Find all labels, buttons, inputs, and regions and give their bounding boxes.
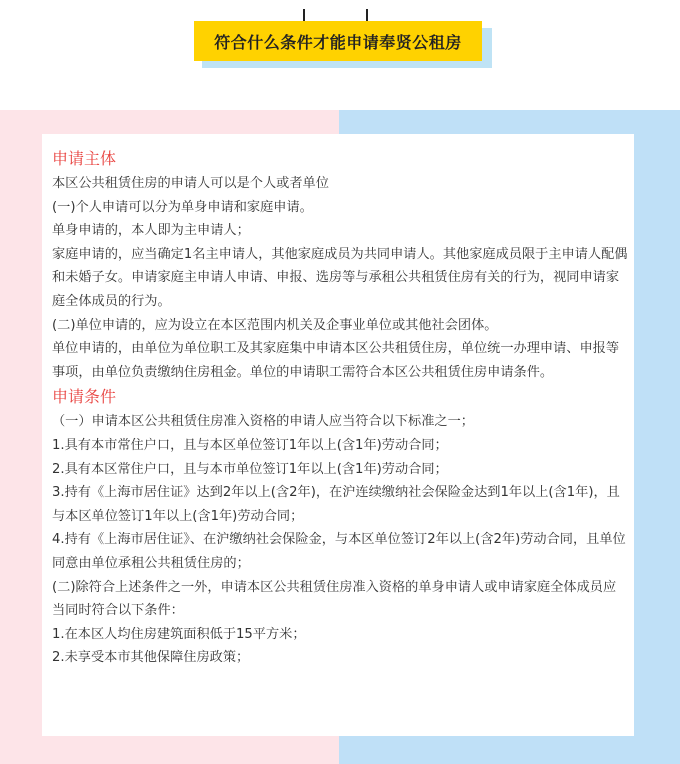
header-area bbox=[0, 0, 680, 110]
section-title-applicant: 申请主体 bbox=[52, 149, 117, 168]
paragraph: (一)个人申请可以分为单身申请和家庭申请。 bbox=[52, 199, 313, 215]
paragraph: 2.未享受本市其他保障住房政策； bbox=[52, 650, 250, 666]
paragraph: 家庭申请的，应当确定1名主申请人，其他家庭成员为共同申请人。其他家庭成员限于主申请人配偶和未婚子女。申请家庭主申请人申请、申报、选房等与承租公共租赁住房有关的行为，视同申请家庭全体成员的行为。 bbox=[52, 246, 628, 309]
content-card bbox=[42, 134, 634, 736]
paragraph: 本区公共租赁住房的申请人可以是个人或者单位 bbox=[52, 176, 329, 191]
paragraph: （一）申请本区公共租赁住房准入资格的申请人应当符合以下标准之一； bbox=[52, 414, 474, 430]
paragraph: (二)除符合上述条件之一外，申请本区公共租赁住房准入资格的单身申请人或申请家庭全体成员应当同时符合以下条件： bbox=[52, 579, 617, 619]
section-title-conditions: 申请条件 bbox=[52, 387, 117, 407]
paragraph: 单位申请的，由单位为单位职工及其家庭集中申请本区公共租赁住房，单位统一办理申请、申报等事项，由单位负责缴纳住房租金。单位的申请职工需符合本区公共租赁住房申请条件。 bbox=[52, 341, 620, 380]
content-body bbox=[52, 146, 628, 670]
page-title: 符合什么条件才能申请奉贤公租房 bbox=[194, 21, 482, 61]
paragraph: 2.具有本区常住户口，且与本市单位签订1年以上(含1年)劳动合同； bbox=[52, 461, 448, 477]
paragraph: 1.具有本市常住户口，且与本区单位签订1年以上(含1年)劳动合同； bbox=[52, 437, 448, 453]
paragraph: 3.持有《上海市居住证》达到2年以上(含2年)，在沪连续缴纳社会保险金达到1年以上(含1年)，且与本区单位签订1年以上(含1年)劳动合同； bbox=[52, 485, 620, 524]
paragraph: 单身申请的，本人即为主申请人； bbox=[52, 223, 250, 239]
paragraph: 4.持有《上海市居住证》、在沪缴纳社会保险金，与本区单位签订2年以上(含2年)劳动合同，且单位同意由单位承租公共租赁住房的； bbox=[52, 532, 626, 571]
paragraph: 1.在本区人均住房建筑面积低于15平方米； bbox=[52, 626, 306, 642]
paragraph: (二)单位申请的，应为设立在本区范围内机关及企事业单位或其他社会团体。 bbox=[52, 317, 498, 333]
